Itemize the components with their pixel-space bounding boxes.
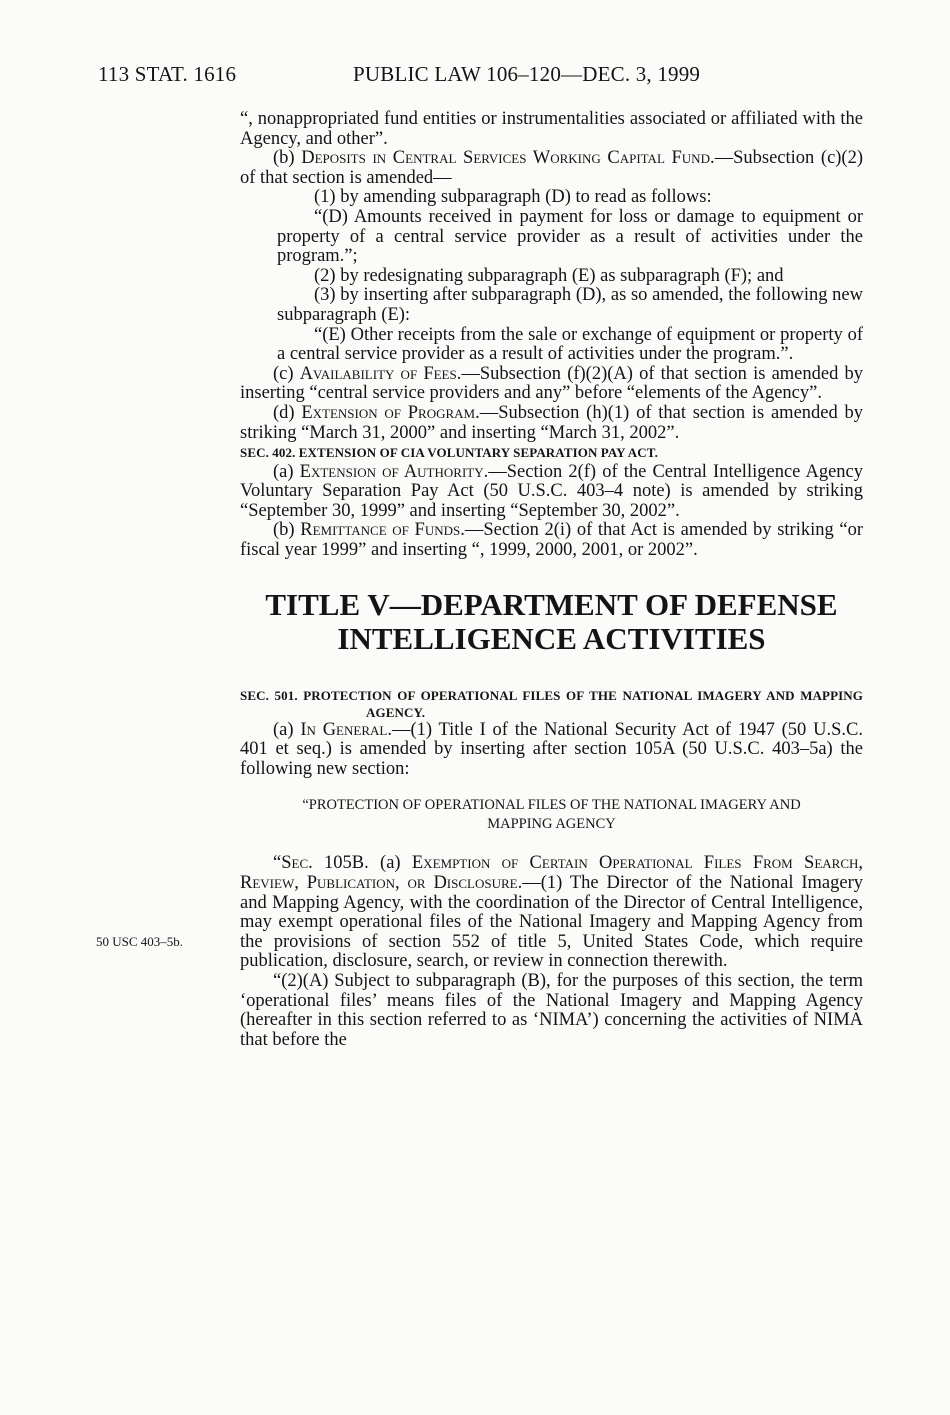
quoted-paragraph: “(D) Amounts received in payment for loss or damage to equipment or property of a central service provider as a result of activities under the program.”; [277, 206, 863, 267]
title-line-2: INTELLIGENCE ACTIVITIES [337, 620, 766, 656]
subsection-heading: Extension of Program. [301, 402, 480, 423]
paragraph: (1) by amending subparagraph (D) to read as follows: [314, 187, 712, 208]
paragraph-text: —Subsection (h)(1) of that section is amended by striking “March 31, 2000” and inserting “March 31, 2002”. [240, 402, 863, 443]
subsection-label: (a) [273, 719, 301, 740]
law-citation: PUBLIC LAW 106–120—DEC. 3, 1999 [353, 62, 701, 86]
quoted-paragraph: “(E) Other receipts from the sale or exchange of equipment or property of a central service provider as a result of activities under the program.”. [277, 324, 863, 365]
subsection-heading: In General. [300, 719, 392, 740]
sidehead-line-1: “PROTECTION OF OPERATIONAL FILES OF THE NATIONAL IMAGERY AND [302, 797, 801, 814]
paragraph [240, 521, 863, 560]
paragraph [240, 404, 863, 443]
title-heading [240, 588, 863, 656]
quote-mark: “ [273, 853, 282, 874]
subsection-heading: Extension of Authority. [299, 461, 489, 482]
sidehead-line-2: MAPPING AGENCY [487, 816, 616, 833]
subsection-heading: Exemption of Certain Operational Files From Search, Review, Publication, or Disclosure. [240, 853, 863, 894]
section-abbrev: Sec. [281, 853, 313, 874]
new-section-sidehead [240, 796, 863, 834]
subsection-label: (b) [273, 520, 301, 541]
paragraph [240, 463, 863, 522]
paragraph [240, 365, 863, 404]
paragraph-text: —(1) Title I of the National Security Act of 1947 (50 U.S.C. 401 et seq.) is amended by inserting after section 105A (50 U.S.C. 403–5a) the following new section: [240, 719, 863, 779]
subsection-heading: Availability of Fees. [299, 363, 462, 384]
stat-citation: 113 STAT. 1616 [98, 62, 237, 86]
subsection-label: (d) [273, 402, 302, 423]
paragraph-text: —(1) The Director of the National Imagery and Mapping Agency, with the coordination of the Director of Central Intelligence, may exempt operational files of the National Imagery and Mapping Agency from the provisions of section 552 of title 5, United States Code, which require publication, disclosure, search, or review in connection therewith. [240, 873, 864, 972]
paragraph-text: —Section 2(f) of the Central Intelligence Agency Voluntary Separation Pay Act (50 U.S.C. 403–4 note) is amended by striking “September 30, 1999” and inserting “September 30, 2002”. [240, 461, 863, 521]
subsection-heading: Deposits in Central Services Working Capital Fund. [301, 148, 715, 169]
subsection-label: (a) [273, 461, 300, 482]
section-heading-402: SEC. 402. EXTENSION OF CIA VOLUNTARY SEPARATION PAY ACT. [240, 445, 658, 461]
page-header [98, 62, 700, 87]
subsection-label: (b) [273, 148, 302, 169]
section-heading-501: SEC. 501. PROTECTION OF OPERATIONAL FILES OF THE NATIONAL IMAGERY AND MAPPING AGENCY. [240, 687, 863, 720]
paragraph: “(2)(A) Subject to subparagraph (B), for the purposes of this section, the term ‘operational files’ means files of the National Imagery and Mapping Agency (hereafter in this section referred to as ‘NIMA’) concerning the activities of NIMA that before the [240, 971, 863, 1050]
paragraph-text: —Section 2(i) of that Act is amended by striking “or fiscal year 1999” and inserting “, 1999, 2000, 2001, or 2002”. [240, 520, 864, 561]
title-line-1: TITLE V—DEPARTMENT OF DEFENSE [265, 586, 838, 622]
paragraph [240, 854, 863, 972]
subsection-label: (c) [273, 363, 300, 384]
paragraph-text: —Subsection (c)(2) of that section is amended— [240, 148, 864, 188]
paragraph-text: —Subsection (f)(2)(A) of that section is amended by inserting “central service providers and any” before “elements of the Agency”. [240, 363, 863, 404]
paragraph [240, 149, 863, 188]
document-body [240, 110, 863, 1050]
margin-note: 50 USC 403–5b. [96, 934, 184, 949]
paragraph [240, 721, 863, 780]
paragraph: (2) by redesignating subparagraph (E) as subparagraph (F); and [314, 265, 784, 286]
section-number: 105B. (a) [312, 853, 412, 874]
paragraph: “, nonappropriated fund entities or instrumentalities associated or affiliated with the Agency, and other”. [240, 109, 863, 149]
subsection-heading: Remittance of Funds. [300, 520, 465, 541]
paragraph: (3) by inserting after subparagraph (D), as so amended, the following new subparagraph (E): [277, 285, 863, 325]
